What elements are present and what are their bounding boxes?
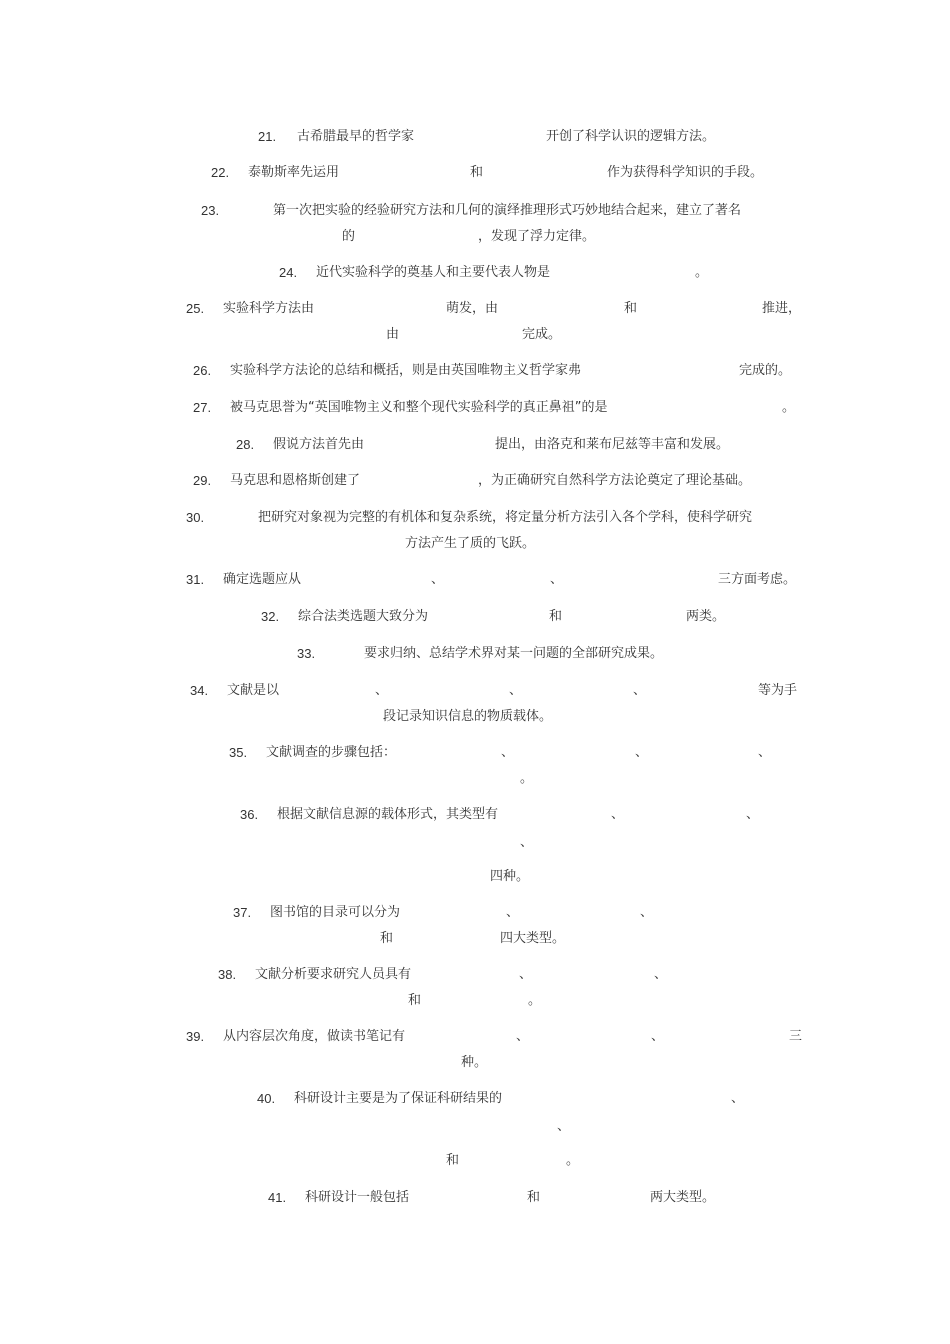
question-text: ，发现了浮力定律。 [478, 229, 596, 244]
question-text: 提出，由洛克和莱布尼兹等丰富和发展。 [495, 437, 730, 452]
question-text: 、 [635, 745, 649, 760]
question-text: 、 [654, 967, 668, 982]
question-text: 第一次把实验的经验研究方法和几何的演绎推理形式巧妙地结合起来，建立了著名 [273, 203, 742, 218]
question-text: 。 [520, 771, 534, 786]
question-text: 作为获得科学知识的手段。 [607, 165, 764, 180]
question-text: 完成的。 [739, 363, 792, 378]
question-text: 马克思和恩格斯创建了 [230, 473, 361, 488]
question-text: 从内容层次角度，做读书笔记有 [223, 1029, 406, 1044]
question-text: 、 [557, 1119, 571, 1134]
question-text: 三 [789, 1029, 803, 1044]
question-number: 32. [261, 609, 280, 624]
question-number: 30. [186, 510, 205, 525]
question-text: 。 [695, 265, 709, 280]
question-number: 28. [236, 437, 255, 452]
question-text: 文献调查的步骤包括： [266, 745, 397, 760]
question-text: 方法产生了质的飞跃。 [405, 536, 536, 551]
question-number: 25. [186, 301, 205, 316]
question-text: 由 [386, 327, 400, 342]
question-text: 等为手 [758, 683, 798, 698]
question-text: 确定选题应从 [223, 572, 302, 587]
question-text: 。 [782, 400, 796, 415]
question-text: 和 [470, 165, 484, 180]
question-text: 、 [431, 572, 445, 587]
question-text: 实验科学方法论的总结和概括，则是由英国唯物主义哲学家弗 [230, 363, 582, 378]
question-text: 开创了科学认识的逻辑方法。 [546, 129, 716, 144]
question-text: 综合法类选题大致分为 [298, 609, 429, 624]
question-number: 24. [279, 265, 298, 280]
question-text: 和 [527, 1190, 541, 1205]
question-text: 、 [746, 807, 760, 822]
question-number: 38. [218, 967, 237, 982]
question-text: 和 [549, 609, 563, 624]
question-text: 的 [342, 229, 356, 244]
question-text: 。 [528, 993, 542, 1008]
question-text: 和 [624, 301, 638, 316]
question-text: 古希腊最早的哲学家 [297, 129, 415, 144]
question-number: 22. [211, 165, 230, 180]
question-text: 、 [509, 683, 523, 698]
question-text: 文献分析要求研究人员具有 [255, 967, 412, 982]
question-number: 33. [297, 646, 316, 661]
question-text: 、 [520, 835, 534, 850]
question-number: 35. [229, 745, 248, 760]
question-number: 29. [193, 473, 212, 488]
question-text: 被马克思誉为“英国唯物主义和整个现代实验科学的真正鼻祖”的是 [230, 400, 608, 415]
question-text: 四种。 [490, 869, 530, 884]
question-text: 段记录知识信息的物质载体。 [383, 709, 553, 724]
question-text: 三方面考虑。 [718, 572, 797, 587]
question-text: 科研设计一般包括 [305, 1190, 410, 1205]
question-text: 、 [516, 1029, 530, 1044]
question-text: 把研究对象视为完整的有机体和复杂系统，将定量分析方法引入各个学科，使科学研究 [258, 510, 753, 525]
question-number: 40. [257, 1091, 276, 1106]
question-text: 四大类型。 [500, 931, 566, 946]
question-number: 41. [268, 1190, 287, 1205]
question-text: 、 [640, 905, 654, 920]
question-number: 36. [240, 807, 259, 822]
question-text: 和 [446, 1153, 460, 1168]
question-text: 图书馆的目录可以分为 [270, 905, 401, 920]
question-text: 。 [566, 1153, 580, 1168]
question-text: 、 [651, 1029, 665, 1044]
question-text: 泰勒斯率先运用 [248, 165, 340, 180]
question-text: 种。 [461, 1055, 488, 1070]
question-text: 根据文献信息源的载体形式，其类型有 [277, 807, 499, 822]
question-text: 实验科学方法由 [223, 301, 315, 316]
question-text: 要求归纳、总结学术界对某一问题的全部研究成果。 [364, 646, 664, 661]
question-text: 和 [380, 931, 394, 946]
question-text: ，为正确研究自然科学方法论奠定了理论基础。 [478, 473, 752, 488]
question-number: 27. [193, 400, 212, 415]
question-number: 37. [233, 905, 252, 920]
question-number: 39. [186, 1029, 205, 1044]
question-text: 两类。 [686, 609, 726, 624]
question-text: 完成。 [522, 327, 562, 342]
question-text: 、 [611, 807, 625, 822]
question-text: 、 [506, 905, 520, 920]
question-text: 、 [501, 745, 515, 760]
question-number: 21. [258, 129, 277, 144]
question-text: 、 [519, 967, 533, 982]
question-text: 近代实验科学的奠基人和主要代表人物是 [316, 265, 551, 280]
question-number: 23. [201, 203, 220, 218]
question-text: 、 [633, 683, 647, 698]
question-text: 假说方法首先由 [273, 437, 365, 452]
question-number: 26. [193, 363, 212, 378]
question-number: 31. [186, 572, 205, 587]
question-text: 、 [550, 572, 564, 587]
question-text: 萌发，由 [446, 301, 499, 316]
question-text: 、 [731, 1091, 745, 1106]
question-text: 和 [408, 993, 422, 1008]
question-text: 、 [758, 745, 772, 760]
question-text: 科研设计主要是为了保证科研结果的 [294, 1091, 503, 1106]
question-number: 34. [190, 683, 209, 698]
question-text: 、 [375, 683, 389, 698]
question-text: 推进， [762, 301, 802, 316]
question-text: 两大类型。 [650, 1190, 716, 1205]
question-text: 文献是以 [227, 683, 280, 698]
